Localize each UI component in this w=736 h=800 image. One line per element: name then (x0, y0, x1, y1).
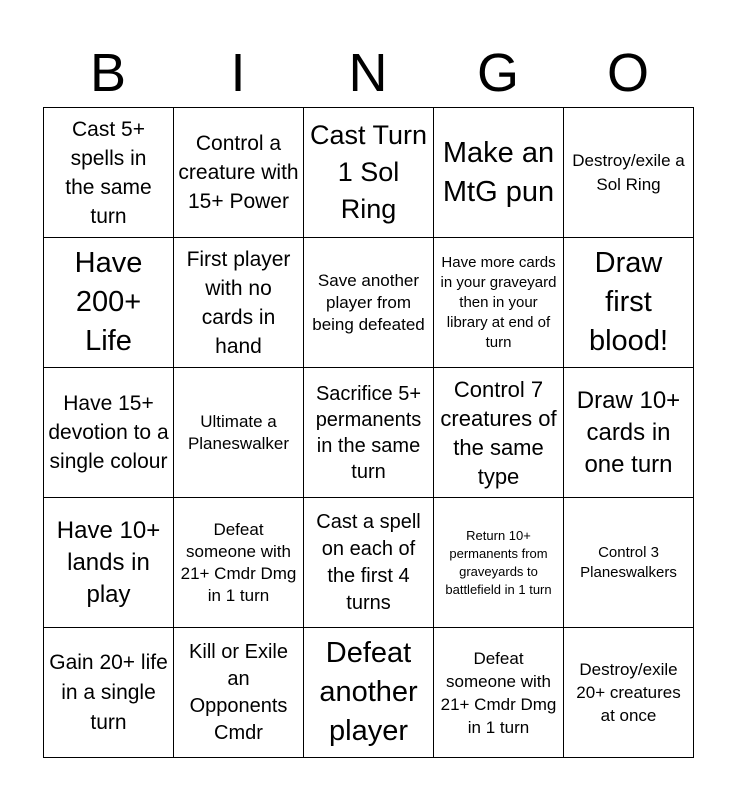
header-letter-n: N (348, 43, 388, 103)
bingo-cell[interactable] (434, 238, 564, 368)
bingo-cell[interactable] (174, 108, 304, 238)
cell-text: Defeat someone with 21+ Cmdr Dmg in 1 turn (440, 648, 557, 737)
cell-text: Defeat another player (319, 637, 418, 747)
cell-text: Kill or Exile an Opponents Cmdr (189, 640, 288, 744)
cell-text: Sacrifice 5+ permanents in the same turn (315, 382, 422, 483)
bingo-cell[interactable] (44, 238, 174, 368)
cell-text: Cast Turn 1 Sol Ring (309, 120, 428, 224)
bingo-cell[interactable] (434, 498, 564, 628)
header-letter-g: G (476, 43, 519, 103)
cell-text: Defeat someone with 21+ Cmdr Dmg in 1 turn (180, 519, 297, 605)
cell-text: First player with no cards in hand (186, 247, 291, 358)
bingo-cell[interactable] (434, 368, 564, 498)
cell-text: Destroy/exile 20+ creatures at once (576, 660, 681, 725)
header-letter-b: B (89, 43, 127, 103)
cell-text: Draw 10+ cards in one turn (576, 386, 681, 478)
bingo-cell[interactable] (44, 108, 174, 238)
bingo-cell[interactable] (434, 628, 564, 758)
bingo-cell[interactable] (304, 238, 434, 368)
cell-text: Have 15+ devotion to a single colour (48, 392, 169, 473)
cell-text: Draw first blood! (588, 247, 668, 357)
bingo-cell[interactable] (304, 628, 434, 758)
cell-text: Have 200+ Life (74, 247, 143, 357)
bingo-cell[interactable] (174, 368, 304, 498)
cell-text: Have 10+ lands in play (56, 516, 161, 608)
cell-text: Return 10+ permanents from graveyards to battlefield in 1 turn (445, 527, 552, 597)
cell-text: Save another player from being defeated (312, 270, 425, 334)
cell-text: Control a creature with 15+ Power (178, 132, 299, 213)
cell-text: Destroy/exile a Sol Ring (572, 150, 685, 194)
bingo-board (43, 107, 694, 758)
bingo-cell[interactable] (564, 368, 694, 498)
cell-text: Control 7 creatures of the same type (440, 376, 557, 489)
bingo-cell[interactable] (174, 498, 304, 628)
bingo-cell[interactable] (174, 628, 304, 758)
header-letter-o: O (606, 43, 649, 103)
bingo-cell[interactable] (434, 108, 564, 238)
cell-text: Ultimate a Planeswalker (187, 411, 290, 453)
header-letter-i: I (230, 43, 246, 103)
cell-text: Control 3 Planeswalkers (580, 543, 677, 581)
cell-text: Have more cards in your graveyard then in your library at end of turn (440, 253, 557, 351)
bingo-cell[interactable] (44, 368, 174, 498)
bingo-cell[interactable] (564, 498, 694, 628)
cell-text: Gain 20+ life in a single turn (49, 650, 168, 734)
bingo-cell[interactable] (564, 108, 694, 238)
cell-text: Cast 5+ spells in the same turn (65, 117, 152, 228)
bingo-cell[interactable] (564, 628, 694, 758)
bingo-cell[interactable] (304, 108, 434, 238)
bingo-cell[interactable] (304, 498, 434, 628)
bingo-cell[interactable] (564, 238, 694, 368)
bingo-cell[interactable] (304, 368, 434, 498)
bingo-header (43, 40, 693, 106)
cell-text: Cast a spell on each of the first 4 turns (316, 510, 421, 614)
bingo-cell[interactable] (44, 628, 174, 758)
bingo-cell[interactable] (44, 498, 174, 628)
bingo-cell[interactable] (174, 238, 304, 368)
cell-text: Make an MtG pun (442, 136, 555, 208)
